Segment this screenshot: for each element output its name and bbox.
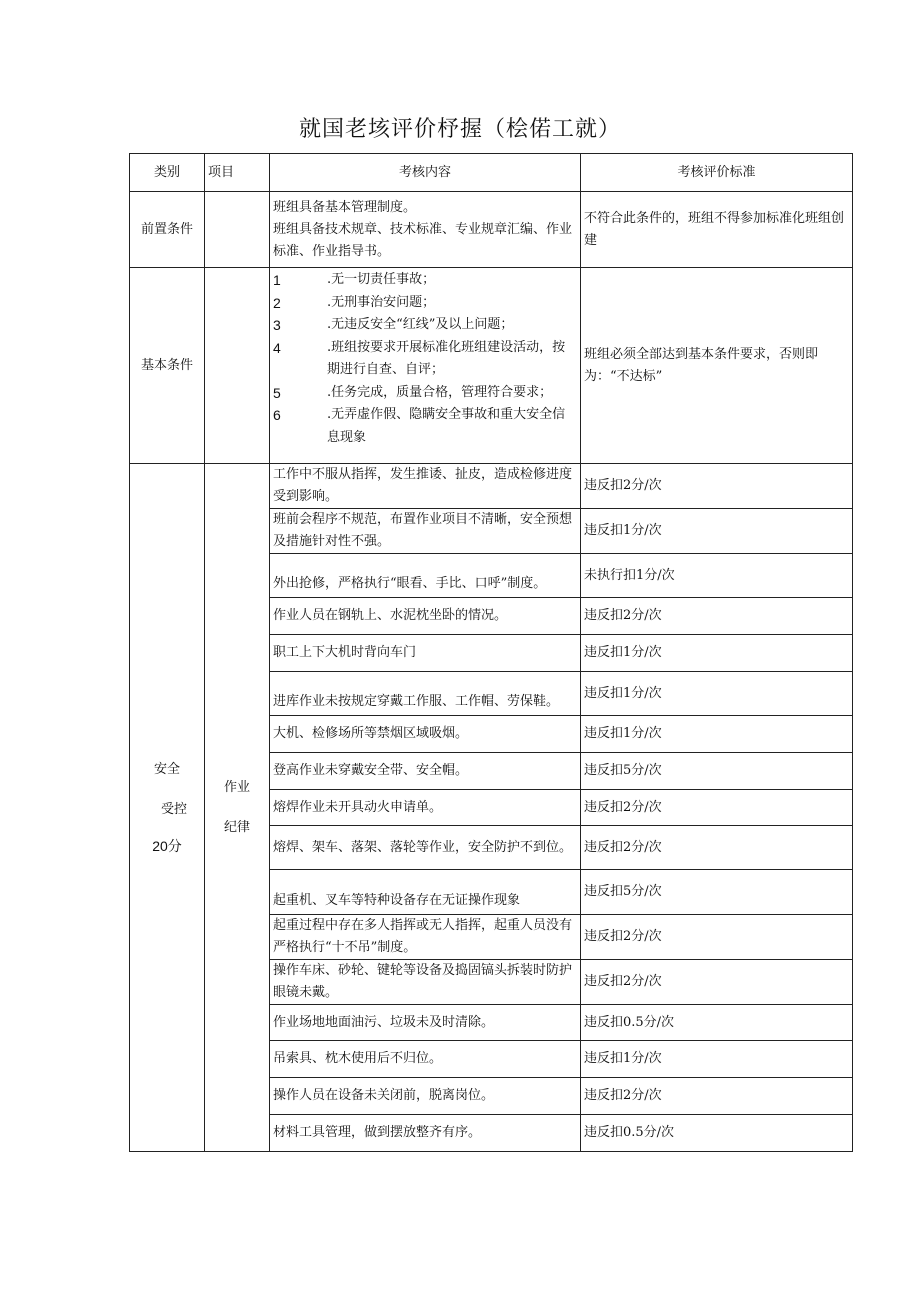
basic-standard: 班组必须全部达到基本条件要求，否则即为：“不达标” xyxy=(581,268,853,464)
safety-item-content: 操作人员在设备未关闭前，脱离岗位。 xyxy=(270,1078,581,1115)
header-row xyxy=(130,154,853,192)
basic-item: 3 .无违反安全“红线”及以上问题； xyxy=(273,317,514,333)
safety-item-standard: 违反扣2分/次 xyxy=(581,915,853,960)
safety-item-content: 外出抢修，严格执行“眼看、手比、口呼”制度。 xyxy=(270,554,581,598)
safety-item-content: 熔焊、架车、落架、落轮等作业，安全防护不到位。 xyxy=(270,826,581,870)
safety-item-standard: 违反扣0.5分/次 xyxy=(581,1115,853,1152)
prerequisite-content xyxy=(270,192,581,268)
safety-item-content: 起重过程中存在多人指挥或无人指挥，起重人员没有严格执行“十不吊”制度。 xyxy=(270,915,581,960)
safety-item-content: 起重机、叉车等特种设备存在无证操作现象 xyxy=(270,870,581,915)
safety-item-standard: 违反扣2分/次 xyxy=(581,464,853,509)
safety-score: 20分 xyxy=(152,837,182,854)
safety-item-standard: 违反扣1分/次 xyxy=(581,1041,853,1078)
safety-item-content: 登高作业未穿戴安全带、安全帽。 xyxy=(270,753,581,790)
safety-category-line: 安全 xyxy=(153,761,180,777)
safety-project xyxy=(205,464,270,1152)
safety-item-content: 熔焊作业未开具动火申请单。 xyxy=(270,790,581,826)
safety-item-standard: 违反扣1分/次 xyxy=(581,716,853,753)
safety-item-standard: 违反扣5分/次 xyxy=(581,753,853,790)
basic-item: 6 .无弄虚作假、隐瞒安全事故和重大安全信息现象 xyxy=(273,407,566,445)
safety-item-content: 作业人员在钢轨上、水泥枕坐卧的情况。 xyxy=(270,598,581,635)
safety-category-line: 受控 xyxy=(160,801,187,817)
prerequisite-line: 班组具备基本管理制度。 xyxy=(273,199,417,215)
safety-item-standard: 违反扣5分/次 xyxy=(581,870,853,915)
safety-item-standard: 违反扣2分/次 xyxy=(581,598,853,635)
safety-item-content: 班前会程序不规范，布置作业项目不清晰，安全预想及措施针对性不强。 xyxy=(270,509,581,554)
basic-item: 1 .无一切责任事故； xyxy=(273,272,436,288)
safety-item-content: 职工上下大机时背向车门 xyxy=(270,635,581,672)
prerequisite-project xyxy=(205,192,270,268)
header-project: 项目 xyxy=(205,154,270,192)
prerequisite-standard: 不符合此条件的，班组不得参加标准化班组创建 xyxy=(581,192,853,268)
evaluation-table xyxy=(129,153,853,1152)
safety-item-standard: 违反扣1分/次 xyxy=(581,509,853,554)
header-category: 类别 xyxy=(130,154,205,192)
basic-project xyxy=(205,268,270,464)
header-standard: 考核评价标准 xyxy=(581,154,853,192)
page-title: 就国老垓评价杼握（桧偌工就） xyxy=(298,117,621,142)
basic-content xyxy=(270,268,581,464)
safety-item-standard: 违反扣2分/次 xyxy=(581,960,853,1005)
header-content: 考核内容 xyxy=(270,154,581,192)
basic-row xyxy=(130,268,853,464)
safety-item-content: 作业场地地面油污、垃圾未及时清除。 xyxy=(270,1005,581,1041)
safety-item-standard: 违反扣2分/次 xyxy=(581,826,853,870)
basic-item: 4 .班组按要求开展标准化班组建设活动，按期进行自查、自评； xyxy=(273,339,566,377)
safety-item-content: 工作中不服从指挥，发生推诿、扯皮，造成检修进度受到影响。 xyxy=(270,464,581,509)
safety-item-standard: 未执行扣1分/次 xyxy=(581,554,853,598)
safety-item-content: 材料工具管理，做到摆放整齐有序。 xyxy=(270,1115,581,1152)
safety-item-content: 大机、检修场所等禁烟区域吸烟。 xyxy=(270,716,581,753)
safety-item-standard: 违反扣1分/次 xyxy=(581,672,853,716)
safety-item-standard: 违反扣2分/次 xyxy=(581,1078,853,1115)
safety-item-content: 吊索具、枕木使用后不归位。 xyxy=(270,1041,581,1078)
safety-project-line: 纪律 xyxy=(223,819,250,835)
safety-row xyxy=(130,464,853,509)
prerequisite-row xyxy=(130,192,853,268)
safety-item-standard: 违反扣0.5分/次 xyxy=(581,1005,853,1041)
basic-category: 基本条件 xyxy=(130,268,205,464)
basic-item: 2 .无刑事治安问题； xyxy=(273,294,436,311)
prerequisite-line: 班组具备技术规章、技术标准、专业规章汇编、作业标准、作业指导书。 xyxy=(273,221,573,259)
safety-item-content: 进库作业未按规定穿戴工作服、工作帽、劳保鞋。 xyxy=(270,672,581,716)
prerequisite-category: 前置条件 xyxy=(130,192,205,268)
safety-item-content: 操作车床、砂轮、键轮等设备及捣固镐头拆装时防护眼镜未戴。 xyxy=(270,960,581,1005)
safety-item-standard: 违反扣2分/次 xyxy=(581,790,853,826)
safety-item-standard: 违反扣1分/次 xyxy=(581,635,853,672)
basic-item: 5 .任务完成，质量合格，管理符合要求； xyxy=(273,384,553,401)
safety-project-line: 作业 xyxy=(223,779,250,795)
safety-category xyxy=(130,464,205,1152)
